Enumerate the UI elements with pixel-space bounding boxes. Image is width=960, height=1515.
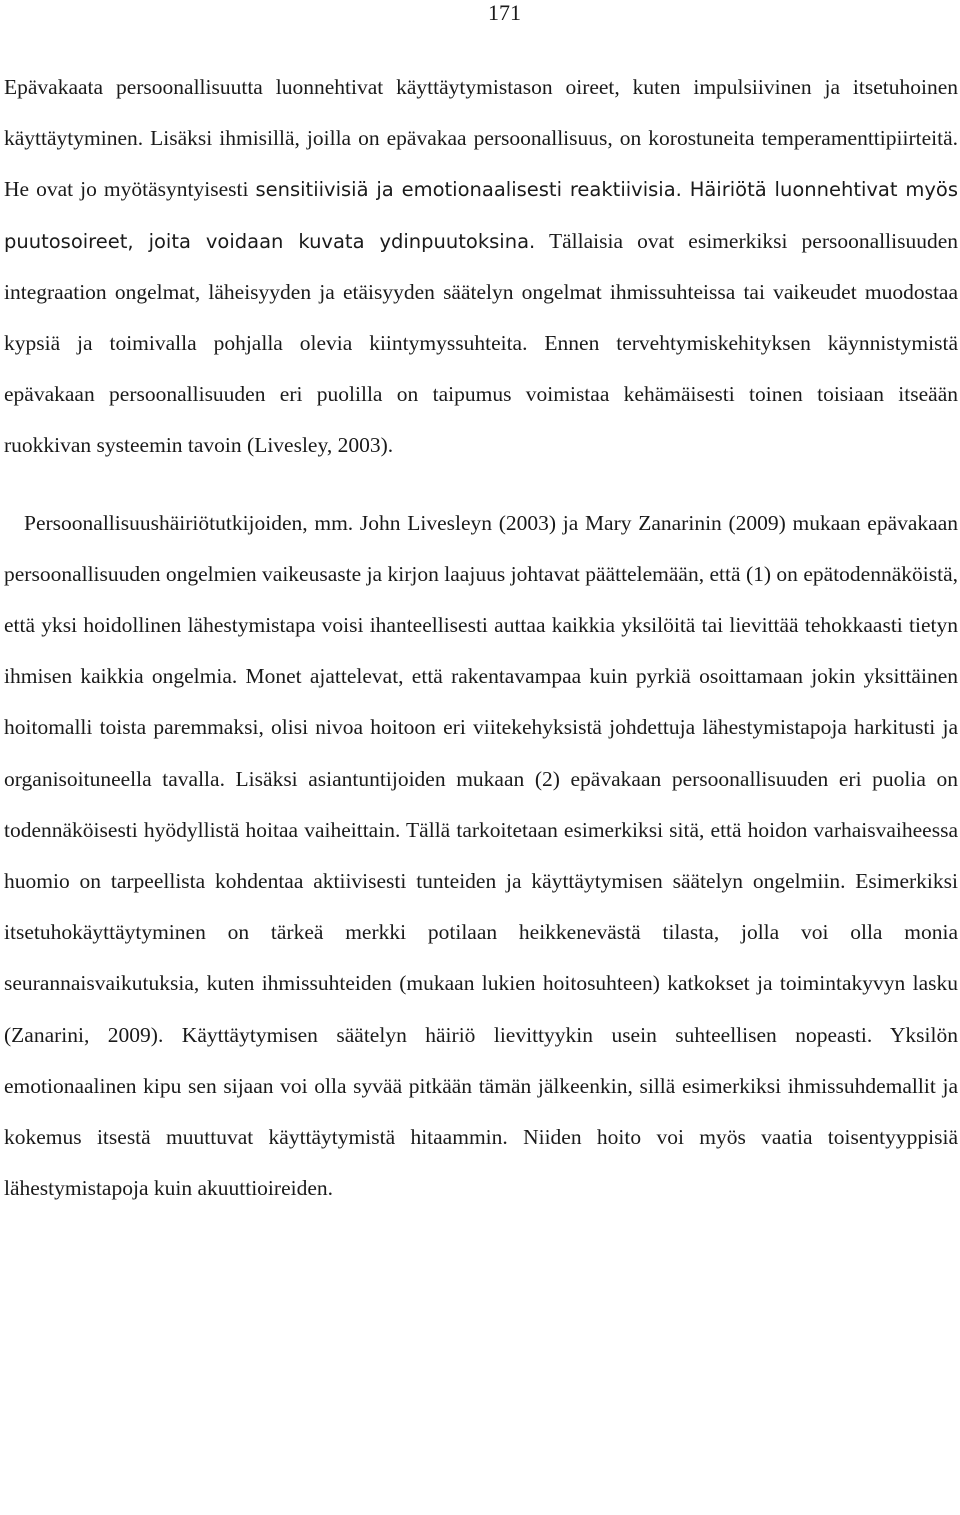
body-text — [4, 62, 958, 1214]
paragraph-2-segment-1: Persoonallisuushäiriötutkijoiden, mm. John Livesleyn (2003) ja Mary Zanarinin (2009) mukaan epävakaan persoonallisuuden ongelmien vaikeusaste ja kirjon laajuus johtavat päättelemään, että (1) on epätodennäköistä, että yksi hoidollinen lähestymistapa voisi ihanteellisesti auttaa kaikkia yksilöitä tai lievittää tehokkaasti tietyn ihmisen kaikkia ongelmia. Monet ajattelevat, että rakentavampaa kuin pyrkiä osoittamaan jokin yksittäinen hoitomalli toista paremmaksi, olisi nivoa hoitoon eri viitekehyksistä johdettuja lähestymistapoja harkitusti ja organisoituneella tavalla. Lisäksi asiantuntijoiden mukaan (2) epävakaan persoonallisuuden eri puolia on todennäköisesti hyödyllistä hoitaa vaiheittain. Tällä tarkoitetaan esimerkiksi sitä, että hoidon varhaisvaiheessa huomio on tarpeellista kohdentaa aktiivisesti tunteiden ja käyttäytymisen säätelyn ongelmiin. Esimerkiksi itsetuhokäyttäytyminen on tärkeä merkki potilaan heikkenevästä tilasta, jolla voi olla monia seurannaisvaikutuksia, kuten ihmissuhteiden (mukaan lukien hoitosuhteen) katkokset ja toimintakyvyn lasku (Zanarini, 2009). Käyttäytymisen säätelyn häiriö lievittyykin usein suhteellisen nopeasti. Yksilön emotionaalinen kipu sen sijaan voi olla syvää pitkään tämän jälkeenkin, sillä esimerkiksi ihmissuhdemallit ja kokemus itsestä muuttuvat käyttäytymistä hitaammin. Niiden hoito voi myös vaatia toisentyyppisiä lähestymistapoja kuin akuuttioireiden. — [4, 510, 958, 1201]
paragraph-1-segment-1: Epävakaata persoonallisuutta luonnehtivat käyttäytymistason oireet, kuten impulsiivinen ja itsetuhoinen käyttäytyminen. Lisäksi ihmisillä, joilla on epävakaa persoonallisuus, on korostuneita temperamenttipiirteitä. He ovat jo myötäsyntyisesti — [4, 75, 958, 202]
page-number: 171 — [488, 0, 521, 25]
paragraph-2 — [4, 498, 958, 1215]
paragraph-1 — [4, 62, 958, 472]
paragraph-1-segment-3: Tällaisia ovat esimerkiksi persoonallisuuden integraation ongelmat, läheisyyden ja etäisyyden säätelyn ongelmat ihmissuhteissa tai vaikeudet muodostaa kypsiä ja toimivalla pohjalla olevia kiintymyssuhteita. Ennen tervehtymiskehityksen käynnistymistä epävakaan persoonallisuuden eri puolilla on taipumus voimistaa kehämäisesti toinen toisiaan itseään ruokkivan systeemin tavoin (Livesley, 2003). — [4, 228, 959, 458]
paragraph-1-segment-2: sensitiivisiä ja emotionaalisesti reaktiivisia. Häiriötä luonnehtivat myös puutosoireet, joita voidaan kuvata ydinpuutoksina. — [4, 178, 958, 253]
